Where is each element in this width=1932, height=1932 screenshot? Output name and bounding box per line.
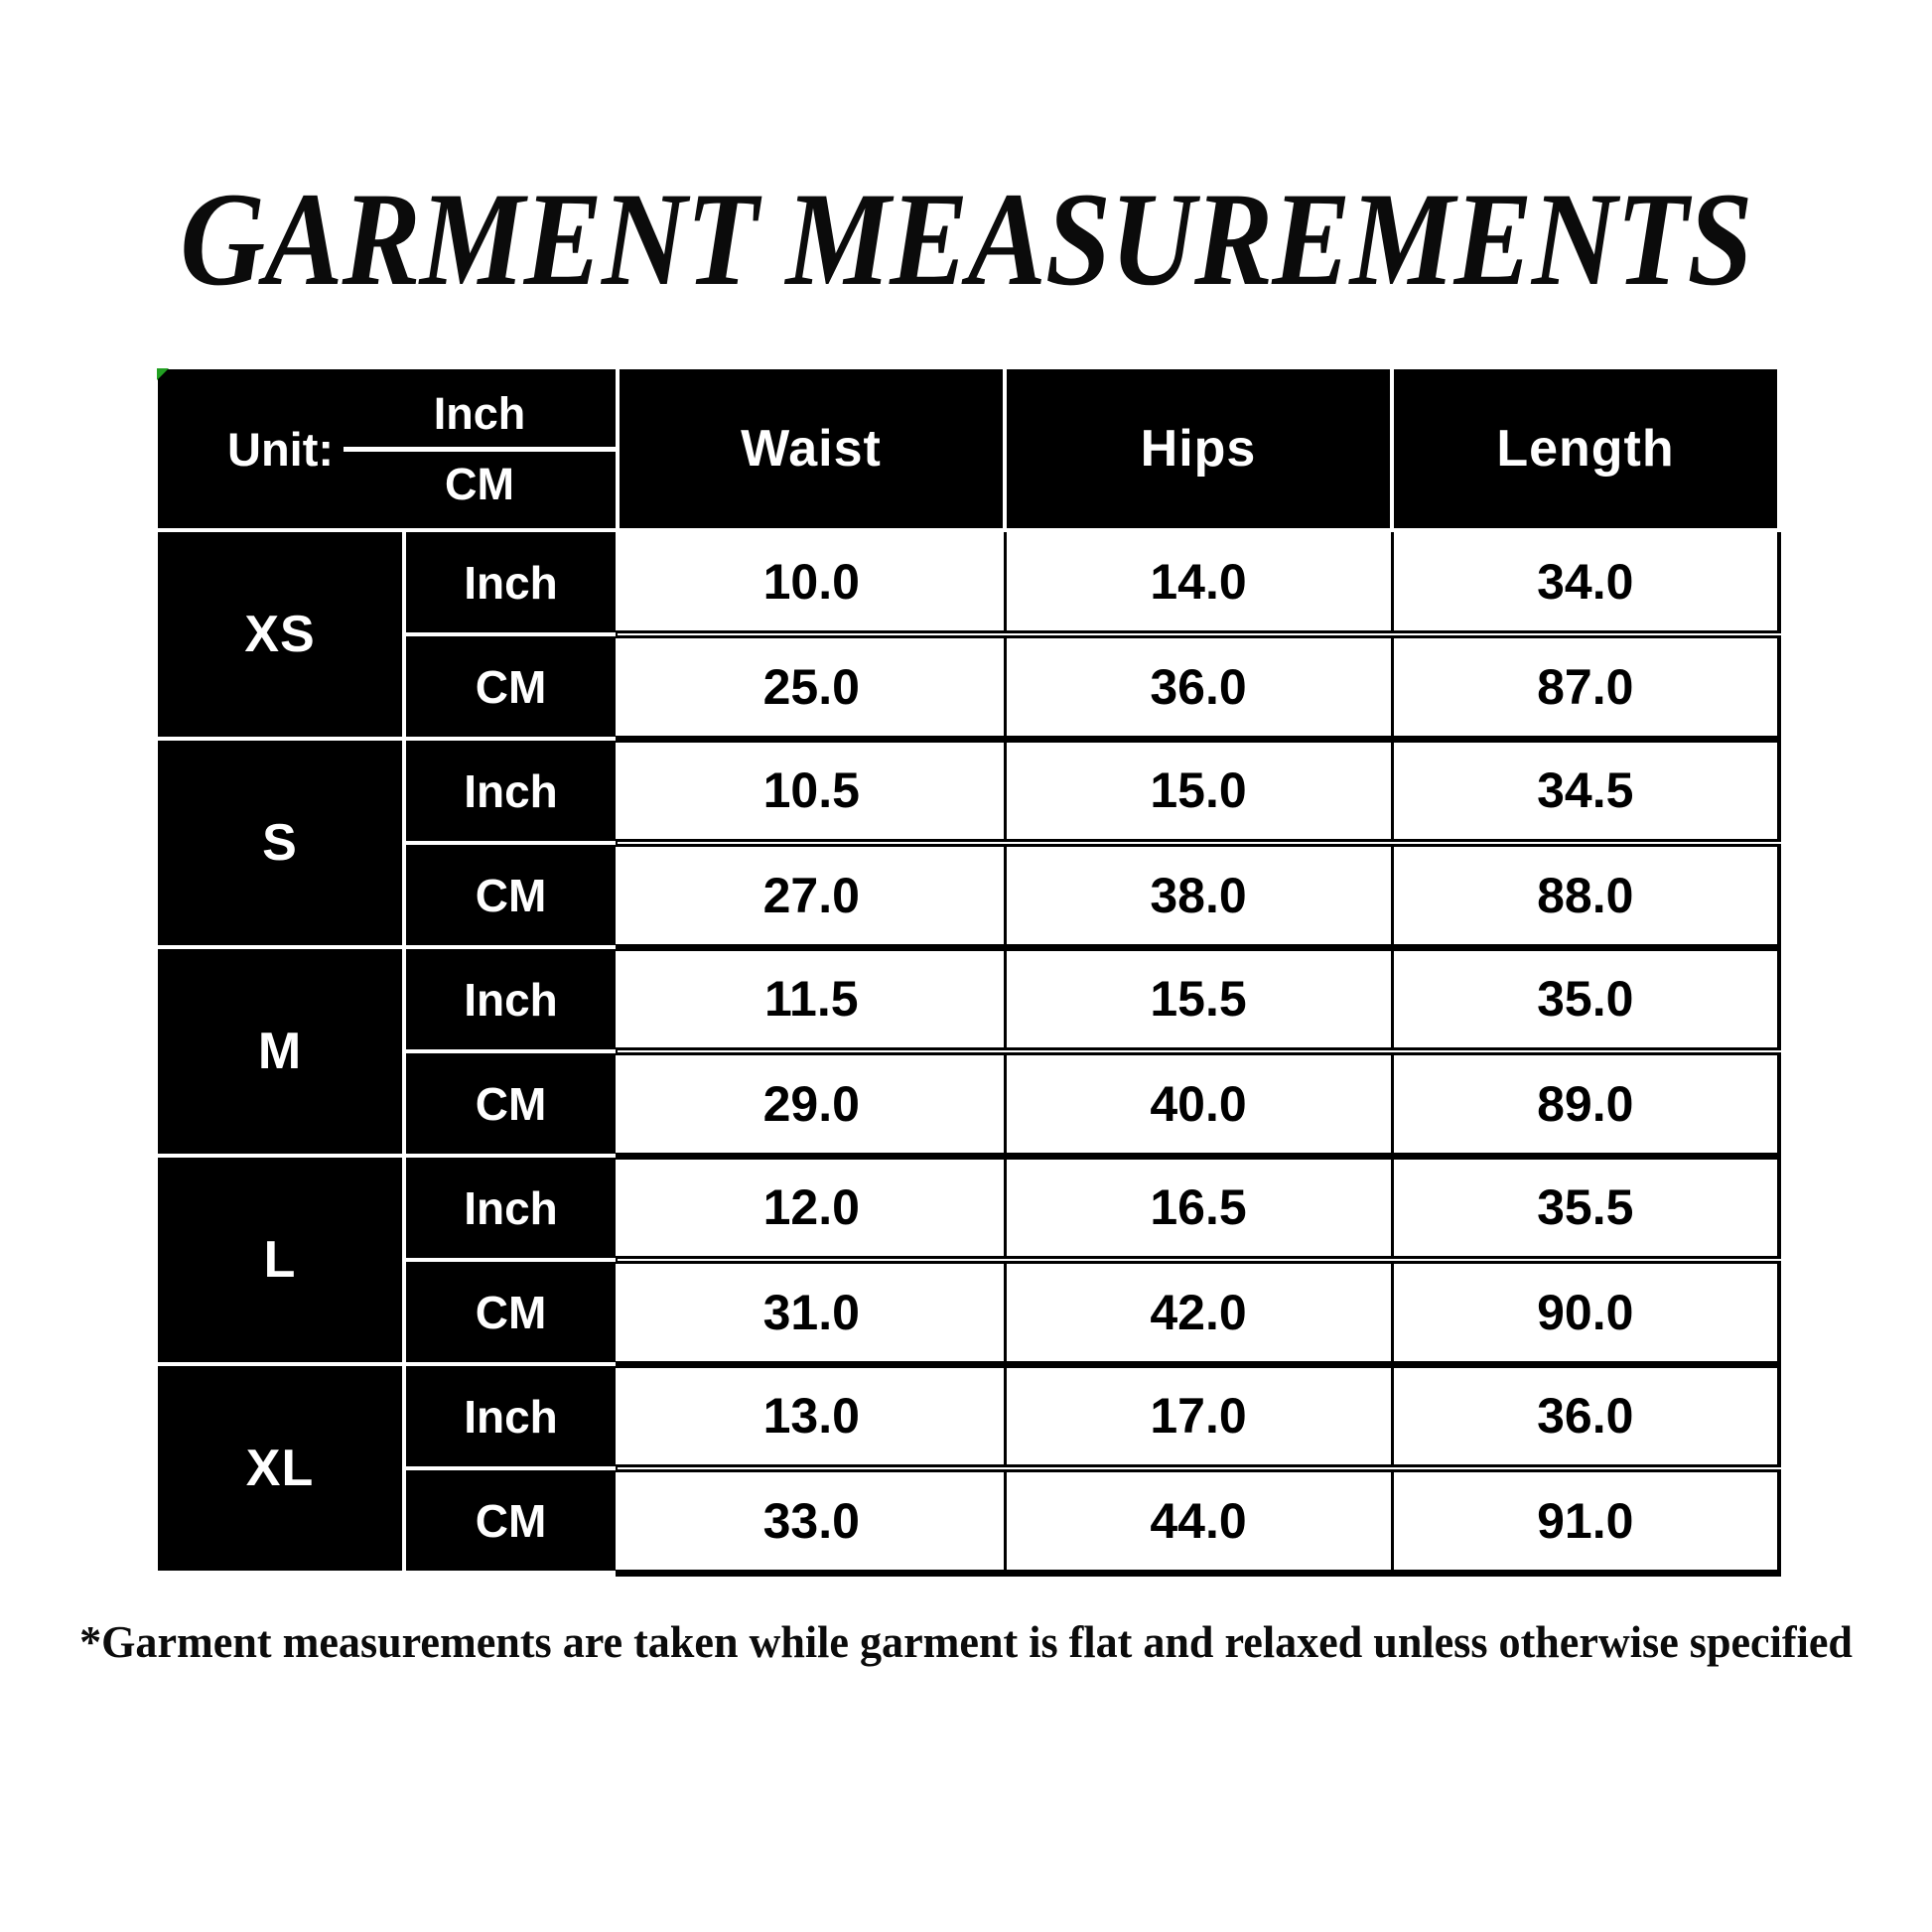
cell-xs-cm-hips: 36.0 (1005, 634, 1392, 739)
cell-xl-cm-hips: 44.0 (1005, 1468, 1392, 1573)
cell-m-cm-length: 89.0 (1392, 1051, 1779, 1156)
column-header-length: Length (1392, 367, 1779, 530)
unit-row-label-l-inch: Inch (404, 1156, 618, 1260)
row-xs-inch (156, 530, 1779, 634)
cell-xl-cm-waist: 33.0 (618, 1468, 1005, 1573)
cell-xs-inch-hips: 14.0 (1005, 530, 1392, 634)
cell-l-cm-hips: 42.0 (1005, 1260, 1392, 1364)
cell-s-cm-length: 88.0 (1392, 843, 1779, 947)
cell-xl-inch-waist: 13.0 (618, 1364, 1005, 1468)
cell-l-cm-waist: 31.0 (618, 1260, 1005, 1364)
page-title: GARMENT MEASUREMENTS (180, 166, 1752, 314)
unit-fraction (344, 388, 616, 510)
cell-l-inch-waist: 12.0 (618, 1156, 1005, 1260)
unit-header-cell (156, 367, 618, 530)
measurements-table (154, 365, 1781, 1577)
cell-m-cm-hips: 40.0 (1005, 1051, 1392, 1156)
row-l-inch (156, 1156, 1779, 1260)
cell-s-inch-waist: 10.5 (618, 739, 1005, 843)
size-label-s: S (156, 739, 404, 947)
unit-row-label-xs-cm: CM (404, 634, 618, 739)
cell-xs-inch-length: 34.0 (1392, 530, 1779, 634)
cell-s-cm-waist: 27.0 (618, 843, 1005, 947)
cell-xs-cm-waist: 25.0 (618, 634, 1005, 739)
cell-l-inch-hips: 16.5 (1005, 1156, 1392, 1260)
unit-row-label-xs-inch: Inch (404, 530, 618, 634)
cell-m-cm-waist: 29.0 (618, 1051, 1005, 1156)
row-xl-inch (156, 1364, 1779, 1468)
unit-label: Unit: (227, 422, 335, 476)
spreadsheet-corner-marker-icon (157, 368, 169, 380)
cell-xl-inch-hips: 17.0 (1005, 1364, 1392, 1468)
row-m-inch (156, 947, 1779, 1051)
unit-row-label-m-inch: Inch (404, 947, 618, 1051)
cell-m-inch-hips: 15.5 (1005, 947, 1392, 1051)
header-row (156, 367, 1779, 530)
unit-cm-label: CM (445, 458, 514, 509)
row-s-inch (156, 739, 1779, 843)
cell-m-inch-waist: 11.5 (618, 947, 1005, 1051)
cell-s-inch-hips: 15.0 (1005, 739, 1392, 843)
cell-s-cm-hips: 38.0 (1005, 843, 1392, 947)
cell-xl-inch-length: 36.0 (1392, 1364, 1779, 1468)
cell-l-inch-length: 35.5 (1392, 1156, 1779, 1260)
footnote: *Garment measurements are taken while garment is flat and relaxed unless otherwise specified (79, 1617, 1853, 1667)
cell-s-inch-length: 34.5 (1392, 739, 1779, 843)
unit-row-label-l-cm: CM (404, 1260, 618, 1364)
unit-row-label-s-inch: Inch (404, 739, 618, 843)
size-chart-table (154, 365, 1781, 1577)
cell-m-inch-length: 35.0 (1392, 947, 1779, 1051)
size-label-l: L (156, 1156, 404, 1364)
unit-inch-label: Inch (344, 388, 616, 452)
cell-l-cm-length: 90.0 (1392, 1260, 1779, 1364)
unit-row-label-s-cm: CM (404, 843, 618, 947)
size-label-xs: XS (156, 530, 404, 739)
cell-xs-inch-waist: 10.0 (618, 530, 1005, 634)
unit-header-inner (158, 388, 616, 510)
cell-xs-cm-length: 87.0 (1392, 634, 1779, 739)
column-header-hips: Hips (1005, 367, 1392, 530)
column-header-waist: Waist (618, 367, 1005, 530)
unit-row-label-m-cm: CM (404, 1051, 618, 1156)
size-label-xl: XL (156, 1364, 404, 1573)
unit-row-label-xl-inch: Inch (404, 1364, 618, 1468)
cell-xl-cm-length: 91.0 (1392, 1468, 1779, 1573)
unit-row-label-xl-cm: CM (404, 1468, 618, 1573)
size-label-m: M (156, 947, 404, 1156)
